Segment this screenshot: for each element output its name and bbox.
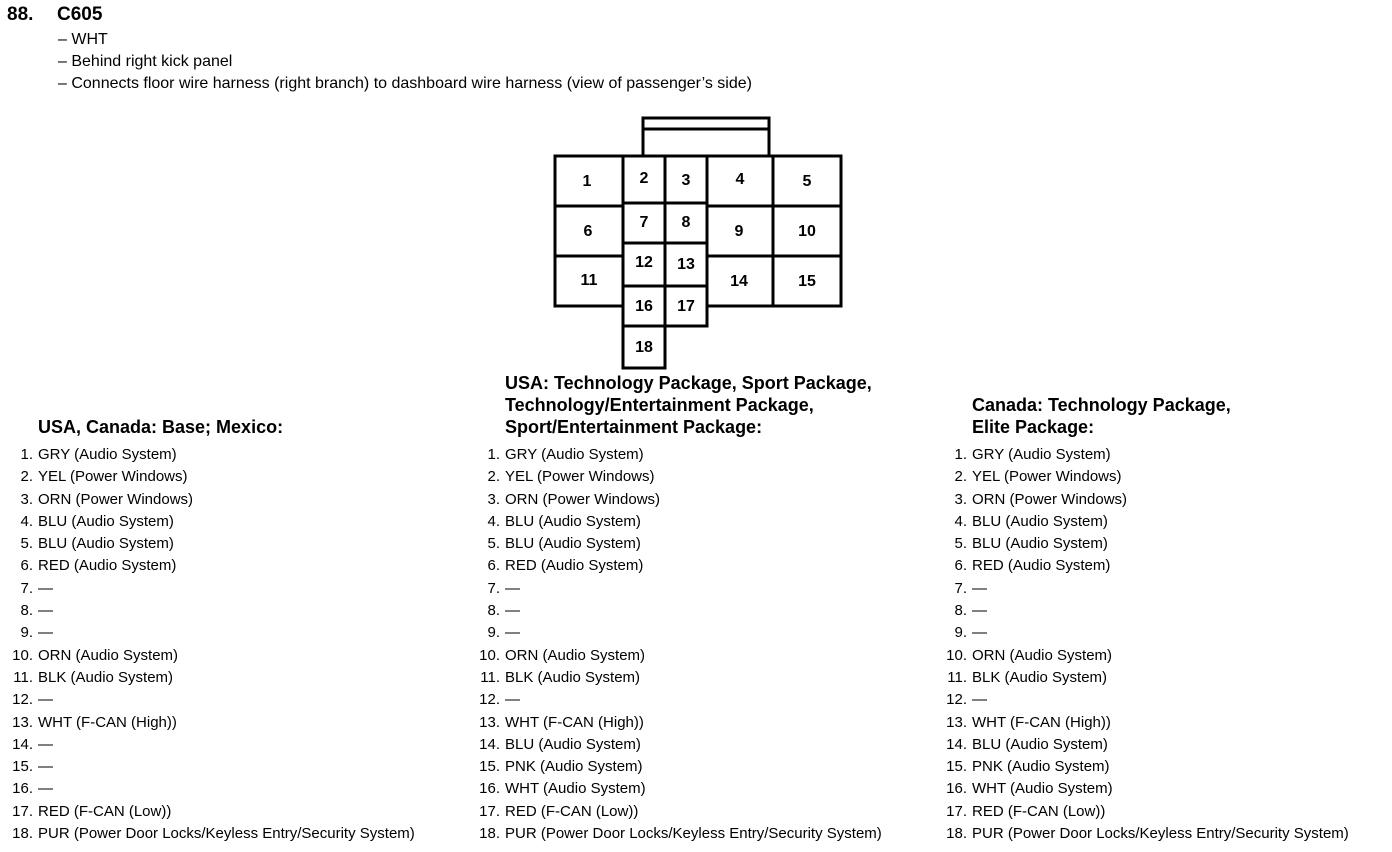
pin-row	[467, 734, 882, 756]
pin-description: BLU (Audio System)	[38, 512, 174, 530]
pin-number: 7.	[487, 579, 500, 597]
pin-number: 18.	[479, 825, 500, 843]
pin-label: 16	[635, 298, 653, 316]
pin-row	[0, 734, 415, 756]
pin-number: 11.	[480, 668, 500, 686]
pin-description: PUR (Power Door Locks/Keyless Entry/Security System)	[505, 825, 882, 843]
pin-row	[934, 645, 1349, 667]
pin-number: 3.	[20, 490, 33, 508]
column-usa-canada-base-mexico	[0, 370, 440, 843]
pin-row	[467, 444, 882, 466]
pin-description: —	[972, 579, 987, 597]
pin-label: 8	[681, 214, 691, 232]
pin-number: 4.	[487, 512, 500, 530]
pin-number: 8.	[954, 602, 967, 620]
pin-description: YEL (Power Windows)	[38, 468, 188, 486]
pin-description: YEL (Power Windows)	[505, 468, 655, 486]
pin-row	[0, 533, 415, 555]
pin-number: 9.	[954, 624, 967, 642]
pin-row	[934, 823, 1349, 845]
pin-number: 12.	[479, 691, 500, 709]
pin-number: 6.	[20, 557, 33, 575]
column-title-line: Canada: Technology Package,	[972, 395, 1231, 415]
pin-row	[934, 667, 1349, 689]
pin-row	[467, 667, 882, 689]
pin-label: 18	[635, 339, 653, 357]
pin-description: —	[505, 602, 520, 620]
pin-description: RED (F-CAN (Low))	[972, 802, 1106, 820]
pin-label: 14	[730, 273, 748, 291]
pin-row	[0, 622, 415, 644]
pin-number: 4.	[954, 512, 967, 530]
pin-description: WHT (Audio System)	[972, 780, 1113, 798]
column-title	[972, 394, 1231, 438]
pin-row	[467, 511, 882, 533]
pin-number: 12.	[946, 691, 967, 709]
pin-list	[467, 444, 882, 845]
pin-row	[467, 756, 882, 778]
pin-description: PUR (Power Door Locks/Keyless Entry/Security System)	[38, 825, 415, 843]
column-usa-technology-sport	[467, 370, 907, 843]
pin-row	[0, 578, 415, 600]
connector-notes	[58, 29, 752, 95]
pin-row	[467, 600, 882, 622]
pin-number: 6.	[487, 557, 500, 575]
pin-list	[934, 444, 1349, 845]
pin-row	[934, 511, 1349, 533]
pin-description: —	[38, 780, 53, 798]
pin-description: ORN (Power Windows)	[972, 490, 1128, 508]
pin-label: 6	[583, 223, 593, 241]
pin-number: 4.	[20, 512, 33, 530]
pin-number: 17.	[479, 802, 500, 820]
column-title-line: USA, Canada: Base; Mexico:	[38, 417, 284, 437]
pin-row	[934, 622, 1349, 644]
pin-number: 14.	[12, 735, 33, 753]
pin-description: PNK (Audio System)	[972, 758, 1110, 776]
pin-row	[0, 689, 415, 711]
pin-number: 12.	[12, 691, 33, 709]
pin-description: —	[38, 579, 53, 597]
pin-description: —	[38, 758, 53, 776]
pin-number: 13.	[479, 713, 500, 731]
pin-number: 5.	[954, 535, 967, 553]
pin-row	[0, 712, 415, 734]
pin-row	[467, 622, 882, 644]
pin-description: WHT (F-CAN (High))	[38, 713, 177, 731]
pin-row	[934, 466, 1349, 488]
connector-face-diagram	[553, 116, 843, 371]
pin-row	[467, 801, 882, 823]
pin-number: 15.	[12, 758, 33, 776]
pin-description: PNK (Audio System)	[505, 758, 643, 776]
pin-row	[467, 555, 882, 577]
pin-number: 8.	[20, 602, 33, 620]
pin-row	[0, 555, 415, 577]
note-color: – WHT	[58, 31, 108, 48]
pin-number: 2.	[954, 468, 967, 486]
pin-label: 17	[677, 298, 695, 316]
pin-row	[0, 801, 415, 823]
pin-label: 7	[639, 214, 649, 232]
pin-row	[467, 823, 882, 845]
pin-row	[0, 823, 415, 845]
pin-row	[0, 600, 415, 622]
pin-row	[934, 689, 1349, 711]
pin-row	[934, 600, 1349, 622]
connector-code: C605	[57, 4, 103, 25]
column-title-line: Elite Package:	[972, 417, 1095, 437]
column-title	[38, 416, 283, 438]
pin-description: —	[38, 735, 53, 753]
pin-description: ORN (Power Windows)	[505, 490, 661, 508]
pin-number: 14.	[946, 735, 967, 753]
pin-number: 17.	[12, 802, 33, 820]
pin-number: 2.	[20, 468, 33, 486]
pin-description: —	[38, 602, 53, 620]
pin-number: 16.	[479, 780, 500, 798]
pin-description: BLK (Audio System)	[38, 668, 174, 686]
pin-description: RED (F-CAN (Low))	[38, 802, 172, 820]
pin-number: 8.	[487, 602, 500, 620]
pin-row	[934, 555, 1349, 577]
pin-row	[934, 712, 1349, 734]
pin-row	[0, 444, 415, 466]
pin-number: 18.	[946, 825, 967, 843]
pin-number: 5.	[487, 535, 500, 553]
pin-number: 18.	[12, 825, 33, 843]
pin-number: 10.	[12, 646, 33, 664]
pin-description: —	[505, 624, 520, 642]
pin-row	[934, 778, 1349, 800]
pin-number: 16.	[12, 780, 33, 798]
pin-row	[467, 533, 882, 555]
pin-row	[0, 466, 415, 488]
pin-row	[467, 689, 882, 711]
pin-label: 3	[681, 172, 691, 190]
pin-row	[467, 778, 882, 800]
pin-row	[0, 756, 415, 778]
column-title-line: Technology/Entertainment Package,	[505, 395, 814, 415]
pin-row	[0, 778, 415, 800]
pin-row	[934, 578, 1349, 600]
pin-description: ORN (Power Windows)	[38, 490, 194, 508]
pin-description: GRY (Audio System)	[38, 446, 177, 463]
pin-label: 5	[802, 173, 812, 191]
pin-description: WHT (F-CAN (High))	[972, 713, 1111, 731]
pin-description: PUR (Power Door Locks/Keyless Entry/Security System)	[972, 825, 1349, 843]
pin-description: WHT (F-CAN (High))	[505, 713, 644, 731]
pin-number: 1.	[954, 446, 967, 463]
pin-number: 1.	[487, 446, 500, 463]
pin-label: 4	[735, 171, 745, 189]
pin-description: —	[505, 691, 520, 709]
pin-description: —	[38, 624, 53, 642]
pin-number: 7.	[20, 579, 33, 597]
pin-number: 14.	[479, 735, 500, 753]
pin-number: 1.	[20, 446, 33, 463]
pin-list	[0, 444, 415, 845]
pin-description: ORN (Audio System)	[38, 646, 179, 664]
pin-number: 3.	[954, 490, 967, 508]
column-canada-technology-elite	[934, 370, 1374, 843]
pin-label: 10	[798, 223, 816, 241]
pin-label: 13	[677, 256, 695, 274]
pin-row	[467, 578, 882, 600]
pin-description: GRY (Audio System)	[505, 446, 644, 463]
pin-number: 10.	[479, 646, 500, 664]
pin-description: BLU (Audio System)	[972, 535, 1108, 553]
pin-description: RED (Audio System)	[972, 557, 1111, 575]
pin-description: BLU (Audio System)	[505, 535, 641, 553]
pin-description: —	[972, 602, 987, 620]
pin-row	[467, 466, 882, 488]
pin-description: —	[972, 691, 987, 709]
pin-number: 13.	[12, 713, 33, 731]
pin-description: BLU (Audio System)	[505, 735, 641, 753]
pin-description: BLU (Audio System)	[972, 512, 1108, 530]
pin-number: 13.	[946, 713, 967, 731]
pin-label: 1	[582, 173, 592, 191]
pin-number: 15.	[479, 758, 500, 776]
pin-description: WHT (Audio System)	[505, 780, 646, 798]
note-connection: – Connects floor wire harness (right branch) to dashboard wire harness (view of passenger’s side)	[58, 75, 752, 92]
pin-description: GRY (Audio System)	[972, 446, 1111, 463]
pin-description: —	[972, 624, 987, 642]
pin-number: 2.	[487, 468, 500, 486]
pin-row	[934, 533, 1349, 555]
pin-row	[934, 756, 1349, 778]
pin-number: 9.	[487, 624, 500, 642]
note-location: – Behind right kick panel	[58, 53, 233, 70]
column-title-line: Sport/Entertainment Package:	[505, 417, 763, 437]
pin-row	[0, 667, 415, 689]
pin-row	[467, 712, 882, 734]
pin-description: RED (F-CAN (Low))	[505, 802, 639, 820]
pin-description: BLU (Audio System)	[505, 512, 641, 530]
pin-row	[467, 645, 882, 667]
pin-label: 15	[798, 273, 816, 291]
column-title-line: USA: Technology Package, Sport Package,	[505, 373, 872, 393]
connector-index-number: 88.	[7, 4, 34, 25]
pin-row	[934, 801, 1349, 823]
pin-row	[934, 734, 1349, 756]
pin-description: —	[38, 691, 53, 709]
pin-description: ORN (Audio System)	[505, 646, 646, 664]
pin-description: BLU (Audio System)	[972, 735, 1108, 753]
locking-tab	[643, 118, 769, 156]
pin-description: BLK (Audio System)	[972, 668, 1108, 686]
pin-label: 2	[639, 170, 649, 188]
pin-row	[0, 489, 415, 511]
pin-row	[0, 645, 415, 667]
pin-number: 11.	[13, 668, 33, 686]
pin-number: 3.	[487, 490, 500, 508]
pin-description: RED (Audio System)	[38, 557, 177, 575]
pin-label: 11	[580, 272, 598, 290]
pin-number: 7.	[954, 579, 967, 597]
pin-number: 10.	[946, 646, 967, 664]
pin-description: BLU (Audio System)	[38, 535, 174, 553]
pin-number: 5.	[20, 535, 33, 553]
pin-number: 11.	[947, 668, 967, 686]
pin-number: 6.	[954, 557, 967, 575]
pin-description: —	[505, 579, 520, 597]
pin-description: ORN (Audio System)	[972, 646, 1113, 664]
pin-row	[934, 444, 1349, 466]
pin-row	[0, 511, 415, 533]
pin-description: BLK (Audio System)	[505, 668, 641, 686]
pin-number: 9.	[20, 624, 33, 642]
pin-row	[934, 489, 1349, 511]
pin-description: RED (Audio System)	[505, 557, 644, 575]
connector-outline	[553, 116, 843, 371]
pin-label: 9	[734, 223, 744, 241]
pin-label: 12	[635, 254, 653, 272]
column-title	[505, 372, 872, 438]
pin-description: YEL (Power Windows)	[972, 468, 1122, 486]
pin-number: 15.	[946, 758, 967, 776]
pin-number: 16.	[946, 780, 967, 798]
pin-number: 17.	[946, 802, 967, 820]
pin-row	[467, 489, 882, 511]
